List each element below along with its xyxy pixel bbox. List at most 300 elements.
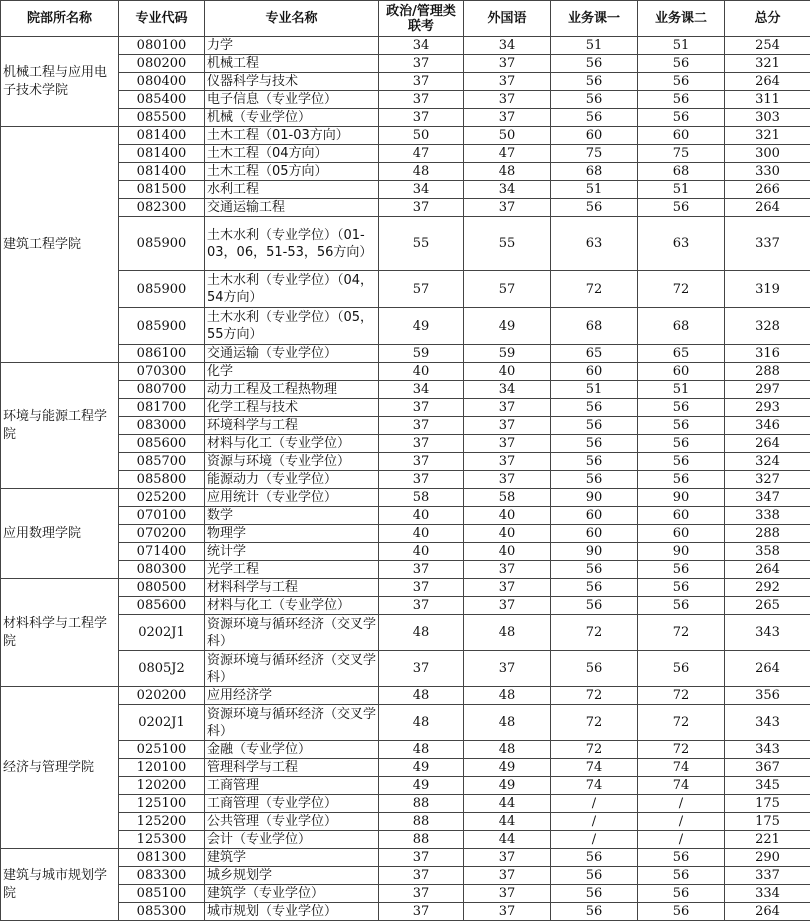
- score-course-2: 56: [638, 867, 725, 885]
- score-politics: 37: [379, 55, 464, 73]
- major-code: 085600: [119, 597, 205, 615]
- score-politics: 48: [379, 615, 464, 651]
- major-name: 机械（专业学位）: [205, 109, 379, 127]
- score-course-1: 60: [551, 507, 638, 525]
- major-name: 土木水利（专业学位）（01-03，06，51-53，56方向）: [205, 217, 379, 271]
- dept-name: 材料科学与工程学院: [1, 579, 119, 687]
- score-course-2: 56: [638, 579, 725, 597]
- score-politics: 34: [379, 381, 464, 399]
- table-row: [1, 399, 810, 417]
- score-course-1: 75: [551, 145, 638, 163]
- major-code: 083300: [119, 867, 205, 885]
- score-course-2: 75: [638, 145, 725, 163]
- major-name: 材料与化工（专业学位）: [205, 597, 379, 615]
- score-total: 330: [725, 163, 810, 181]
- score-course-2: 56: [638, 399, 725, 417]
- score-course-1: 72: [551, 705, 638, 741]
- score-foreign-language: 34: [464, 381, 551, 399]
- score-foreign-language: 40: [464, 507, 551, 525]
- major-name: 光学工程: [205, 561, 379, 579]
- score-foreign-language: 37: [464, 73, 551, 91]
- major-name: 公共管理（专业学位）: [205, 813, 379, 831]
- major-name: 建筑学: [205, 849, 379, 867]
- score-course-2: 72: [638, 687, 725, 705]
- major-code: 0202J1: [119, 705, 205, 741]
- score-foreign-language: 37: [464, 109, 551, 127]
- table-body: [1, 37, 810, 921]
- score-foreign-language: 37: [464, 453, 551, 471]
- dept-name: 机械工程与应用电子技术学院: [1, 37, 119, 127]
- score-foreign-language: 40: [464, 543, 551, 561]
- score-course-1: 90: [551, 489, 638, 507]
- score-total: 254: [725, 37, 810, 55]
- major-name: 工商管理（专业学位）: [205, 795, 379, 813]
- score-course-2: 51: [638, 181, 725, 199]
- score-foreign-language: 44: [464, 795, 551, 813]
- header-course-2: 业务课二: [638, 1, 725, 37]
- score-foreign-language: 48: [464, 615, 551, 651]
- table-row: [1, 37, 810, 55]
- major-code: 085800: [119, 471, 205, 489]
- score-foreign-language: 37: [464, 849, 551, 867]
- major-code: 085300: [119, 903, 205, 921]
- score-course-1: 60: [551, 525, 638, 543]
- major-name: 城市规划（专业学位）: [205, 903, 379, 921]
- score-foreign-language: 55: [464, 217, 551, 271]
- score-foreign-language: 37: [464, 55, 551, 73]
- score-course-2: 72: [638, 615, 725, 651]
- score-politics: 37: [379, 399, 464, 417]
- score-foreign-language: 59: [464, 345, 551, 363]
- score-course-2: 56: [638, 199, 725, 217]
- table-row: [1, 91, 810, 109]
- header-dept: 院部所名称: [1, 1, 119, 37]
- score-total: 321: [725, 127, 810, 145]
- table-row: [1, 687, 810, 705]
- major-code: 025100: [119, 741, 205, 759]
- score-politics: 37: [379, 885, 464, 903]
- score-total: 303: [725, 109, 810, 127]
- major-code: 120100: [119, 759, 205, 777]
- score-total: 300: [725, 145, 810, 163]
- table-row: [1, 579, 810, 597]
- score-politics: 59: [379, 345, 464, 363]
- score-course-1: 56: [551, 903, 638, 921]
- major-code: 085900: [119, 271, 205, 308]
- major-name: 应用统计（专业学位）: [205, 489, 379, 507]
- score-politics: 37: [379, 471, 464, 489]
- score-course-1: 51: [551, 181, 638, 199]
- score-foreign-language: 37: [464, 417, 551, 435]
- score-course-1: 56: [551, 91, 638, 109]
- score-foreign-language: 44: [464, 813, 551, 831]
- major-name: 能源动力（专业学位）: [205, 471, 379, 489]
- major-name: 资源环境与循环经济（交叉学科）: [205, 705, 379, 741]
- score-course-2: 60: [638, 127, 725, 145]
- score-foreign-language: 37: [464, 561, 551, 579]
- score-foreign-language: 37: [464, 651, 551, 687]
- table-row: [1, 345, 810, 363]
- score-total: 264: [725, 435, 810, 453]
- score-course-2: 56: [638, 651, 725, 687]
- major-code: 085900: [119, 308, 205, 345]
- score-total: 346: [725, 417, 810, 435]
- score-course-1: 56: [551, 651, 638, 687]
- score-politics: 57: [379, 271, 464, 308]
- score-course-2: 56: [638, 903, 725, 921]
- score-total: 343: [725, 741, 810, 759]
- major-code: 080100: [119, 37, 205, 55]
- score-foreign-language: 37: [464, 399, 551, 417]
- score-politics: 40: [379, 363, 464, 381]
- major-name: 化学: [205, 363, 379, 381]
- major-code: 125300: [119, 831, 205, 849]
- score-course-2: 56: [638, 435, 725, 453]
- table-row: [1, 471, 810, 489]
- dept-name: 应用数理学院: [1, 489, 119, 579]
- score-politics: 37: [379, 849, 464, 867]
- table-row: [1, 525, 810, 543]
- major-name: 资源环境与循环经济（交叉学科）: [205, 615, 379, 651]
- score-politics: 37: [379, 109, 464, 127]
- table-row: [1, 381, 810, 399]
- major-name: 电子信息（专业学位）: [205, 91, 379, 109]
- major-code: 080500: [119, 579, 205, 597]
- major-name: 机械工程: [205, 55, 379, 73]
- score-course-1: 56: [551, 597, 638, 615]
- score-course-2: 65: [638, 345, 725, 363]
- score-course-1: 56: [551, 471, 638, 489]
- score-course-2: 56: [638, 91, 725, 109]
- score-course-2: 56: [638, 73, 725, 91]
- major-name: 物理学: [205, 525, 379, 543]
- score-course-1: 74: [551, 777, 638, 795]
- table-row: [1, 903, 810, 921]
- score-course-1: 60: [551, 127, 638, 145]
- score-politics: 49: [379, 777, 464, 795]
- major-code: 085500: [119, 109, 205, 127]
- major-code: 081700: [119, 399, 205, 417]
- score-total: 264: [725, 561, 810, 579]
- score-course-1: 56: [551, 417, 638, 435]
- header-major: 专业名称: [205, 1, 379, 37]
- major-name: 资源与环境（专业学位）: [205, 453, 379, 471]
- score-foreign-language: 48: [464, 687, 551, 705]
- score-course-2: 56: [638, 597, 725, 615]
- table-row: [1, 597, 810, 615]
- table-row: [1, 127, 810, 145]
- dept-name: 环境与能源工程学院: [1, 363, 119, 489]
- score-politics: 50: [379, 127, 464, 145]
- major-name: 交通运输工程: [205, 199, 379, 217]
- score-foreign-language: 37: [464, 867, 551, 885]
- score-course-1: 72: [551, 687, 638, 705]
- table-row: [1, 867, 810, 885]
- major-code: 080200: [119, 55, 205, 73]
- score-politics: 88: [379, 831, 464, 849]
- score-course-2: 56: [638, 471, 725, 489]
- major-name: 管理科学与工程: [205, 759, 379, 777]
- score-course-2: 68: [638, 163, 725, 181]
- score-foreign-language: 37: [464, 199, 551, 217]
- score-politics: 49: [379, 759, 464, 777]
- table-row: [1, 199, 810, 217]
- score-foreign-language: 49: [464, 777, 551, 795]
- score-politics: 37: [379, 453, 464, 471]
- table-row: [1, 489, 810, 507]
- score-total: 265: [725, 597, 810, 615]
- major-code: 080700: [119, 381, 205, 399]
- major-name: 工商管理: [205, 777, 379, 795]
- score-course-2: 74: [638, 759, 725, 777]
- score-course-2: 56: [638, 109, 725, 127]
- score-course-1: /: [551, 813, 638, 831]
- score-foreign-language: 40: [464, 525, 551, 543]
- score-course-1: 56: [551, 399, 638, 417]
- header-row: [1, 1, 810, 37]
- table-row: [1, 453, 810, 471]
- score-foreign-language: 37: [464, 435, 551, 453]
- score-total: 175: [725, 795, 810, 813]
- major-name: 材料科学与工程: [205, 579, 379, 597]
- major-code: 070100: [119, 507, 205, 525]
- score-foreign-language: 57: [464, 271, 551, 308]
- score-course-1: 72: [551, 615, 638, 651]
- major-name: 土木水利（专业学位）（05，55方向）: [205, 308, 379, 345]
- table-row: [1, 217, 810, 271]
- table-row: [1, 759, 810, 777]
- table-row: [1, 181, 810, 199]
- score-politics: 40: [379, 543, 464, 561]
- score-course-2: 60: [638, 363, 725, 381]
- major-code: 120200: [119, 777, 205, 795]
- score-total: 347: [725, 489, 810, 507]
- score-total: 221: [725, 831, 810, 849]
- score-course-1: 72: [551, 741, 638, 759]
- table-row: [1, 561, 810, 579]
- major-code: 081500: [119, 181, 205, 199]
- major-code: 086100: [119, 345, 205, 363]
- score-foreign-language: 34: [464, 181, 551, 199]
- major-code: 020200: [119, 687, 205, 705]
- score-total: 288: [725, 363, 810, 381]
- score-total: 328: [725, 308, 810, 345]
- score-politics: 55: [379, 217, 464, 271]
- score-foreign-language: 44: [464, 831, 551, 849]
- score-politics: 88: [379, 795, 464, 813]
- score-politics: 48: [379, 687, 464, 705]
- major-name: 金融（专业学位）: [205, 741, 379, 759]
- score-total: 311: [725, 91, 810, 109]
- table-row: [1, 831, 810, 849]
- score-foreign-language: 40: [464, 363, 551, 381]
- score-course-1: 68: [551, 163, 638, 181]
- major-code: 0202J1: [119, 615, 205, 651]
- score-total: 264: [725, 199, 810, 217]
- score-course-2: 74: [638, 777, 725, 795]
- major-code: 081400: [119, 145, 205, 163]
- score-course-1: 56: [551, 849, 638, 867]
- score-total: 327: [725, 471, 810, 489]
- major-name: 应用经济学: [205, 687, 379, 705]
- score-course-2: 51: [638, 37, 725, 55]
- score-course-1: 56: [551, 561, 638, 579]
- score-course-1: 51: [551, 37, 638, 55]
- score-politics: 48: [379, 705, 464, 741]
- major-name: 建筑学（专业学位）: [205, 885, 379, 903]
- table-row: [1, 849, 810, 867]
- score-course-2: 56: [638, 561, 725, 579]
- score-politics: 88: [379, 813, 464, 831]
- score-total: 324: [725, 453, 810, 471]
- major-name: 城乡规划学: [205, 867, 379, 885]
- score-total: 266: [725, 181, 810, 199]
- score-total: 293: [725, 399, 810, 417]
- score-politics: 48: [379, 163, 464, 181]
- table-row: [1, 308, 810, 345]
- table-row: [1, 73, 810, 91]
- score-course-1: 56: [551, 453, 638, 471]
- score-total: 264: [725, 903, 810, 921]
- table-row: [1, 543, 810, 561]
- score-course-2: 60: [638, 525, 725, 543]
- score-politics: 37: [379, 91, 464, 109]
- major-code: 085600: [119, 435, 205, 453]
- major-name: 环境科学与工程: [205, 417, 379, 435]
- score-course-1: 63: [551, 217, 638, 271]
- table-row: [1, 55, 810, 73]
- major-name: 材料与化工（专业学位）: [205, 435, 379, 453]
- score-course-2: 56: [638, 849, 725, 867]
- header-total: 总分: [725, 1, 810, 37]
- table-row: [1, 777, 810, 795]
- header-foreign-language: 外国语: [464, 1, 551, 37]
- score-course-1: 56: [551, 73, 638, 91]
- score-foreign-language: 48: [464, 163, 551, 181]
- score-foreign-language: 37: [464, 471, 551, 489]
- score-politics: 37: [379, 867, 464, 885]
- score-course-1: 56: [551, 435, 638, 453]
- score-total: 358: [725, 543, 810, 561]
- major-code: 070200: [119, 525, 205, 543]
- table-row: [1, 363, 810, 381]
- score-total: 297: [725, 381, 810, 399]
- table-row: [1, 417, 810, 435]
- score-foreign-language: 37: [464, 885, 551, 903]
- score-course-1: 72: [551, 271, 638, 308]
- table-row: [1, 145, 810, 163]
- score-course-1: 51: [551, 381, 638, 399]
- score-politics: 40: [379, 507, 464, 525]
- score-course-2: /: [638, 813, 725, 831]
- score-foreign-language: 48: [464, 705, 551, 741]
- score-total: 292: [725, 579, 810, 597]
- score-course-1: 56: [551, 867, 638, 885]
- score-course-2: 56: [638, 417, 725, 435]
- score-course-1: 65: [551, 345, 638, 363]
- header-code: 专业代码: [119, 1, 205, 37]
- major-name: 会计（专业学位）: [205, 831, 379, 849]
- score-course-1: 56: [551, 55, 638, 73]
- major-name: 动力工程及工程热物理: [205, 381, 379, 399]
- score-foreign-language: 58: [464, 489, 551, 507]
- score-total: 367: [725, 759, 810, 777]
- table-row: [1, 507, 810, 525]
- major-code: 125200: [119, 813, 205, 831]
- major-name: 土木工程（04方向）: [205, 145, 379, 163]
- score-politics: 37: [379, 579, 464, 597]
- major-code: 085900: [119, 217, 205, 271]
- major-code: 125100: [119, 795, 205, 813]
- score-total: 290: [725, 849, 810, 867]
- score-total: 345: [725, 777, 810, 795]
- score-course-2: /: [638, 795, 725, 813]
- table-row: [1, 885, 810, 903]
- score-course-1: /: [551, 831, 638, 849]
- score-course-2: 63: [638, 217, 725, 271]
- major-name: 土木水利（专业学位）（04，54方向）: [205, 271, 379, 308]
- major-name: 统计学: [205, 543, 379, 561]
- major-code: 081300: [119, 849, 205, 867]
- score-foreign-language: 47: [464, 145, 551, 163]
- score-politics: 37: [379, 199, 464, 217]
- major-name: 资源环境与循环经济（交叉学科）: [205, 651, 379, 687]
- major-name: 化学工程与技术: [205, 399, 379, 417]
- table-row: [1, 741, 810, 759]
- major-code: 082300: [119, 199, 205, 217]
- score-course-1: 56: [551, 885, 638, 903]
- score-course-2: 51: [638, 381, 725, 399]
- score-foreign-language: 49: [464, 759, 551, 777]
- score-politics: 47: [379, 145, 464, 163]
- score-course-1: 56: [551, 199, 638, 217]
- table-row: [1, 163, 810, 181]
- table-row: [1, 651, 810, 687]
- score-foreign-language: 37: [464, 91, 551, 109]
- dept-name: 建筑与城市规划学院: [1, 849, 119, 921]
- major-code: 083000: [119, 417, 205, 435]
- score-politics: 37: [379, 903, 464, 921]
- major-name: 土木工程（05方向）: [205, 163, 379, 181]
- score-course-1: 56: [551, 109, 638, 127]
- score-course-1: 74: [551, 759, 638, 777]
- score-politics: 49: [379, 308, 464, 345]
- score-course-2: 90: [638, 489, 725, 507]
- header-politics: 政治/管理类联考: [379, 1, 464, 37]
- score-politics: 37: [379, 561, 464, 579]
- major-name: 数学: [205, 507, 379, 525]
- score-politics: 34: [379, 37, 464, 55]
- score-total: 338: [725, 507, 810, 525]
- major-code: 070300: [119, 363, 205, 381]
- score-politics: 37: [379, 73, 464, 91]
- score-foreign-language: 34: [464, 37, 551, 55]
- score-total: 316: [725, 345, 810, 363]
- score-politics: 37: [379, 417, 464, 435]
- table-row: [1, 705, 810, 741]
- major-code: 085100: [119, 885, 205, 903]
- score-course-2: /: [638, 831, 725, 849]
- score-course-2: 72: [638, 741, 725, 759]
- score-foreign-language: 48: [464, 741, 551, 759]
- major-code: 025200: [119, 489, 205, 507]
- score-total: 264: [725, 73, 810, 91]
- score-course-2: 72: [638, 705, 725, 741]
- score-politics: 58: [379, 489, 464, 507]
- score-foreign-language: 50: [464, 127, 551, 145]
- major-name: 水利工程: [205, 181, 379, 199]
- major-name: 仪器科学与技术: [205, 73, 379, 91]
